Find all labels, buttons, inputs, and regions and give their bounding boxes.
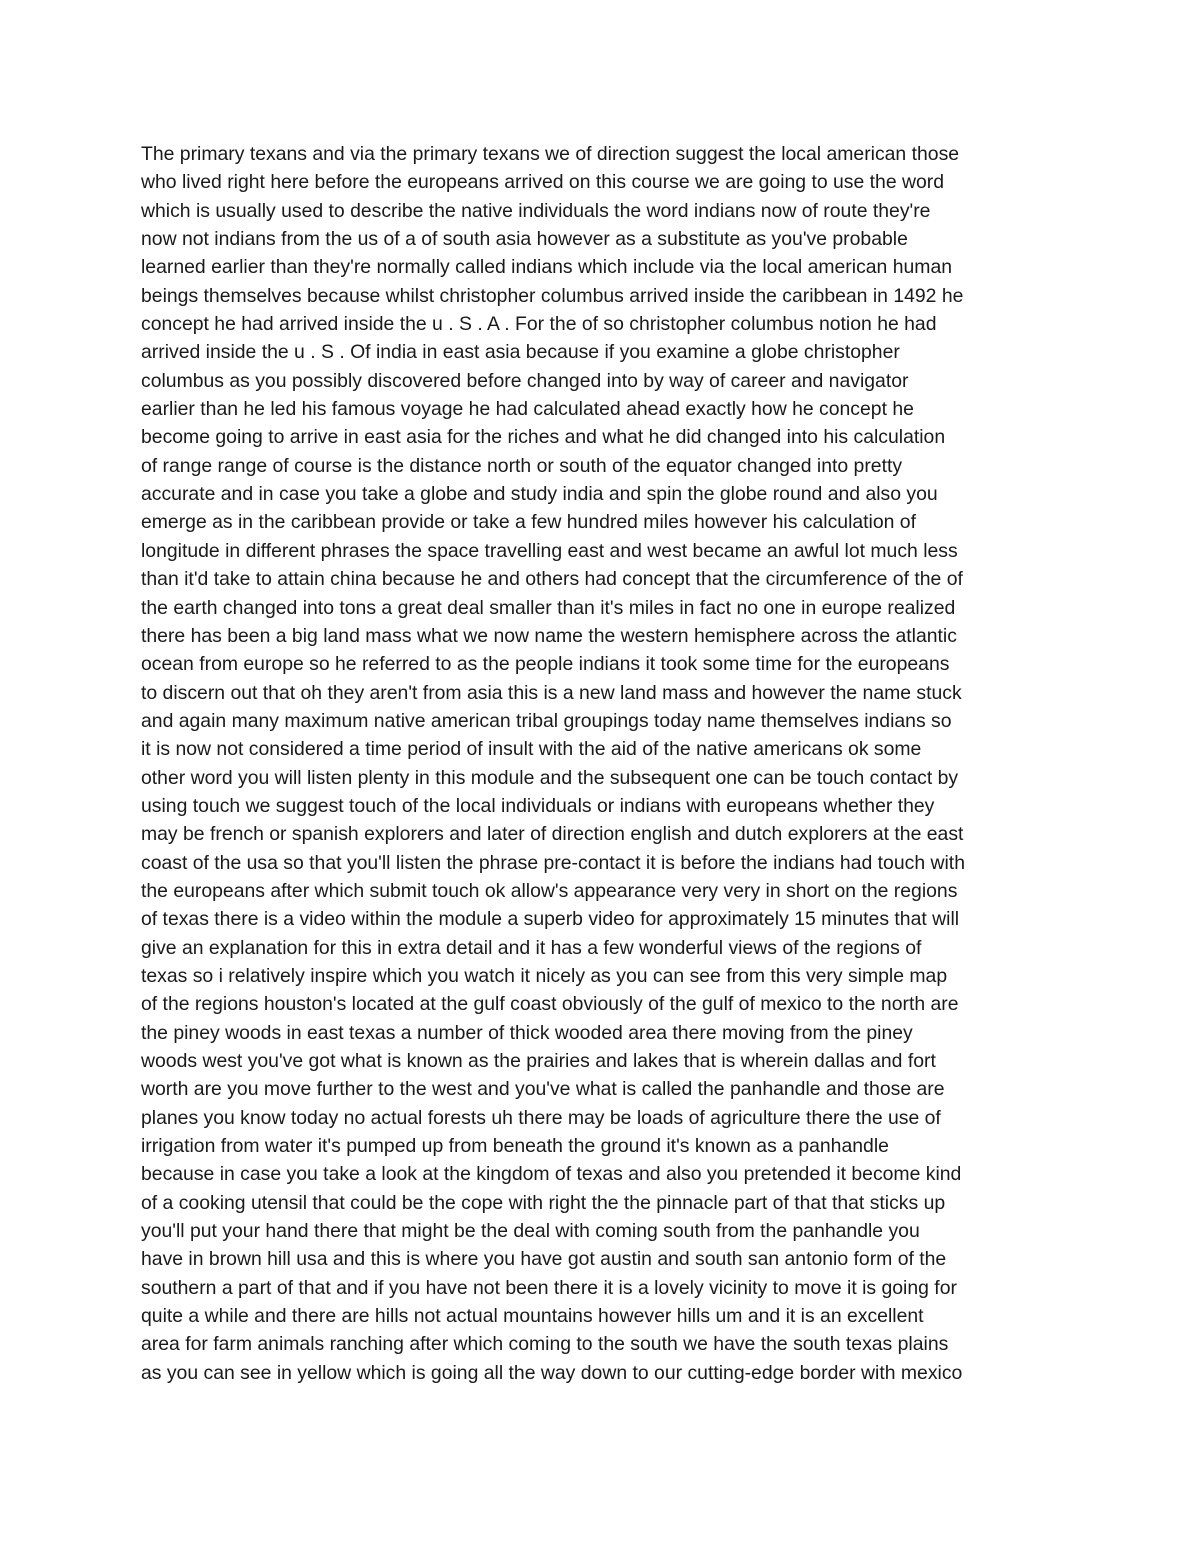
text-line: give an explanation for this in extra detail and it has a few wonderful views of the regions of [141,936,922,959]
text-line: of range range of course is the distance north or south of the equator changed into pretty [141,454,903,477]
text-line: it is now not considered a time period of insult with the aid of the native americans ok some [141,738,922,761]
text-line: quite a while and there are hills not actual mountains however hills um and it is an excellent [141,1305,924,1328]
text-line: emerge as in the caribbean provide or take a few hundred miles however his calculation of [141,511,916,534]
text-line: who lived right here before the europeans arrived on this course we are going to use the word [141,171,945,194]
text-line: as you can see in yellow which is going all the way down to our cutting-edge border with mexico [141,1361,963,1384]
text-line: of the regions houston's located at the gulf coast obviously of the gulf of mexico to the north are [141,993,959,1016]
text-line: to discern out that oh they aren't from asia this is a new land mass and however the name stuck [141,681,962,704]
text-line: coast of the usa so that you'll listen the phrase pre-contact it is before the indians had touch with [141,851,965,874]
text-line: worth are you move further to the west and you've what is called the panhandle and those are [141,1078,945,1101]
document-body-text [141,140,1071,1387]
text-line: planes you know today no actual forests uh there may be loads of agriculture there the use of [141,1106,941,1129]
text-line: other word you will listen plenty in this module and the subsequent one can be touch contact by [141,766,959,789]
text-line: because in case you take a look at the kingdom of texas and also you pretended it become kind [141,1163,962,1186]
text-line: arrived inside the u . S . Of india in east asia because if you examine a globe christopher [141,341,900,364]
text-line: beings themselves because whilst christopher columbus arrived inside the caribbean in 1492 he [141,284,964,307]
text-line: longitude in different phrases the space travelling east and west became an awful lot much less [141,539,958,562]
text-line: area for farm animals ranching after which coming to the south we have the south texas plains [141,1333,949,1356]
text-line: The primary texans and via the primary texans we of direction suggest the local american those [141,143,960,165]
text-line: of texas there is a video within the module a superb video for approximately 15 minutes that will [141,908,960,931]
text-line: using touch we suggest touch of the local individuals or indians with europeans whether they [141,794,935,817]
text-line: of a cooking utensil that could be the cope with right the the pinnacle part of that that sticks up [141,1191,946,1214]
text-line: you'll put your hand there that might be the deal with coming south from the panhandle you [141,1220,920,1243]
text-line: the earth changed into tons a great deal smaller than it's miles in fact no one in europe realized [141,596,956,619]
text-line: learned earlier than they're normally called indians which include via the local american human [141,256,953,279]
text-line: which is usually used to describe the native individuals the word indians now of route they're [141,199,931,222]
text-line: there has been a big land mass what we now name the western hemisphere across the atlantic [141,624,957,647]
text-line: than it'd take to attain china because he and others had concept that the circumference of the of [141,568,963,591]
text-line: have in brown hill usa and this is where you have got austin and south san antonio form of the [141,1248,947,1271]
text-line: the piney woods in east texas a number of thick wooded area there moving from the piney [141,1021,913,1044]
text-line: may be french or spanish explorers and later of direction english and dutch explorers at the east [141,823,964,846]
text-line: now not indians from the us of a of south asia however as a substitute as you've probable [141,228,908,251]
text-line: concept he had arrived inside the u . S . A . For the of so christopher columbus notion he had [141,313,937,336]
text-line: ocean from europe so he referred to as the people indians it took some time for the europeans [141,653,950,676]
text-line: texas so i relatively inspire which you watch it nicely as you can see from this very simple map [141,964,948,987]
text-line: and again many maximum native american tribal groupings today name themselves indians so [141,709,952,732]
text-line: accurate and in case you take a globe and study india and spin the globe round and also you [141,483,938,506]
text-line: southern a part of that and if you have not been there it is a lovely vicinity to move it is going for [141,1276,957,1299]
text-line: woods west you've got what is known as the prairies and lakes that is wherein dallas and fort [141,1050,936,1072]
text-line: the europeans after which submit touch ok allow's appearance very very in short on the regions [141,879,958,902]
text-line: irrigation from water it's pumped up from beneath the ground it's known as a panhandle [141,1135,889,1158]
text-line: columbus as you possibly discovered before changed into by way of career and navigator [141,369,909,392]
text-line: become going to arrive in east asia for the riches and what he did changed into his calculation [141,426,946,449]
text-line: earlier than he led his famous voyage he had calculated ahead exactly how he concept he [141,398,914,421]
